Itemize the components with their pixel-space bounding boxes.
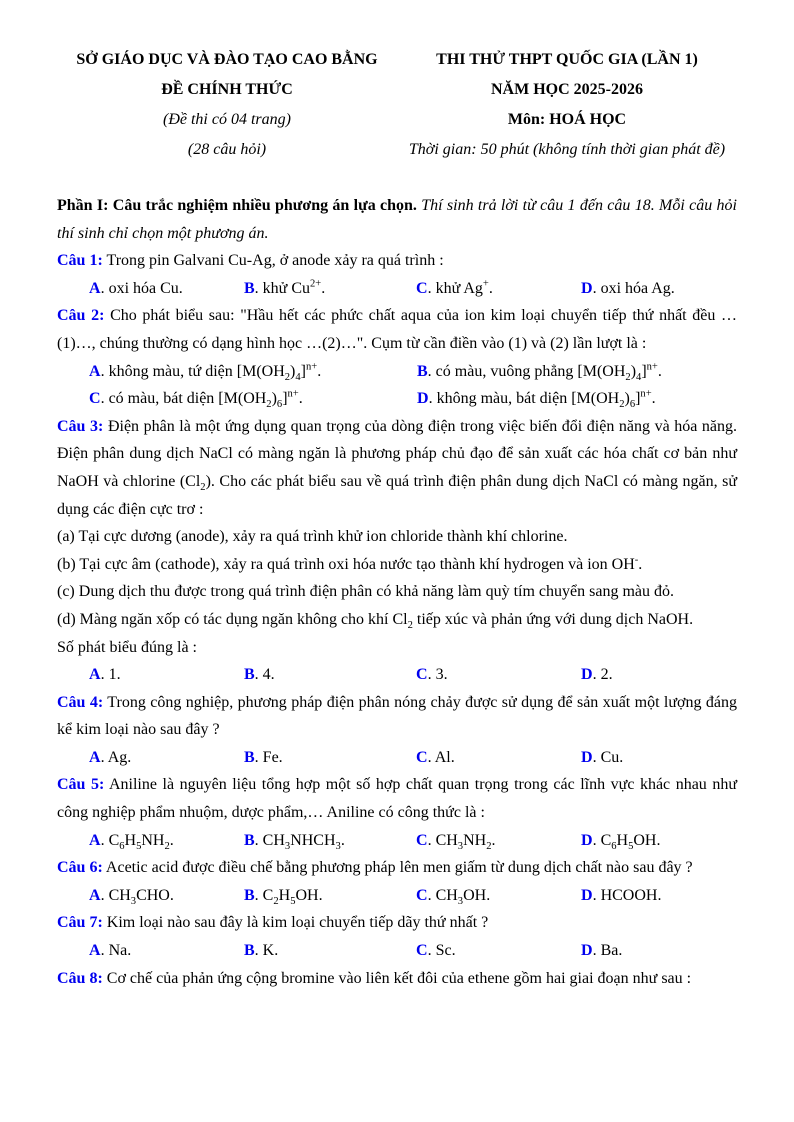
option-sep: . [100,666,109,684]
question-label: Câu 5: [57,776,105,794]
question-text: Trong pin Galvani Cu-Ag, ở anode xảy ra quá trình : [106,252,444,270]
option-text: $C_6H_5NH_2$. [108,831,174,852]
option-b [417,358,737,386]
options-row [57,937,737,965]
option-letter: D [581,748,593,766]
question-label: Câu 6: [57,859,103,877]
option-letter: B [244,279,255,297]
option-a [89,937,244,965]
official-exam-label: ĐỀ CHÍNH THỨC [161,81,293,98]
exam-title: THI THỬ THPT QUỐC GIA (LẦN 1) [436,51,698,68]
option-sep: . [254,279,263,297]
option-letter: A [89,831,101,849]
option-sep: . [254,831,263,849]
question-4 [57,689,737,772]
option-text: oxi hóa Cu. [108,279,183,297]
option-text: có màu, bát diện $[M(OH_2)_6]^{n+}$. [108,388,303,411]
option-d [581,275,737,303]
option-c [416,937,581,965]
part1-instructions: Thí sinh trả lời từ câu 1 đến câu 18. Mỗi câu hỏi thí sinh chỉ chọn một phương án. [57,197,737,242]
question-text: Aniline là nguyên liệu tổng hợp một số hợp chất quan trọng trong các lĩnh vực khác nhau như công nghiệp phẩm nhuộm, dược phẩm,… Aniline có công thức là : [57,776,738,822]
question-label: Câu 7: [57,914,103,932]
option-text: khử $Cu^{2+}$. [262,278,326,297]
option-text: Ag. [107,748,132,766]
option-letter: B [417,362,428,380]
question-footer: Số phát biểu đúng là : [57,638,197,656]
question-text: Trong công nghiệp, phương pháp điện phân nóng chảy được sử dụng để sản xuất một lượng đáng kể kim loại nào sau đây ? [57,693,738,739]
option-sep: . [427,279,436,297]
option-b [244,275,416,303]
option-c [89,385,417,413]
option-text: $C_6H_5OH$. [600,831,661,852]
part1-title: Phần I: Câu trắc nghiệm nhiều phương án lựa chọn. [57,197,417,214]
option-letter: D [581,831,593,849]
option-letter: C [416,942,428,960]
header-left-column [57,45,397,165]
question-label: Câu 3: [57,417,104,435]
option-sep: . [254,942,263,960]
option-letter: C [416,666,428,684]
question-8 [57,965,737,993]
option-sep: . [428,390,437,408]
page-count-note: (Đề thi có 04 trang) [163,111,291,128]
option-text: không màu, tứ diện $[M(OH_2)_4]^{n+}$. [108,361,322,383]
option-letter: B [244,831,255,849]
question-7 [57,909,737,964]
option-text: $CH_3NH_2$. [435,831,496,852]
question-3 [57,413,737,689]
option-a [89,661,244,689]
question-text: Điện phân là một ứng dụng quan trọng của dòng điện trong việc biến đổi điện năng và hóa năng. Điện phân dung dịch NaCl có màng ngăn là phương pháp chủ đạo để sản xuất các hóa chất cơ bản như NaOH và chlorine $(Cl_2)$. Cho các phát biểu sau về quá trình điện phân dung dịch NaCl có màng ngăn, sử dụng các điện cực trơ : [57,417,738,518]
option-text: $C_2H_5OH$. [262,886,323,908]
issuing-authority: SỞ GIÁO DỤC VÀ ĐÀO TẠO CAO BẰNG [76,51,378,68]
option-sep: . [254,666,263,684]
option-text: có màu, vuông phẳng $[M(OH_2)_4]^{n+}$. [435,361,662,383]
option-c [416,661,581,689]
option-text: Al. [434,748,455,766]
option-letter: C [416,886,428,904]
option-sep: . [592,886,601,904]
option-sep: . [100,362,109,380]
option-letter: C [416,748,428,766]
options-row [57,275,737,303]
option-b [244,744,416,772]
question-label: Câu 8: [57,969,103,987]
option-letter: B [244,886,255,904]
option-text: Cu. [600,748,624,766]
option-d [581,661,737,689]
statement-b: (b) Tại cực âm (cathode), xảy ra quá trình oxi hóa nước tạo thành khí hydrogen và ion OH-. [57,554,643,573]
option-sep: . [100,886,109,904]
option-sep: . [427,362,436,380]
option-a [89,275,244,303]
options-grid [57,358,737,413]
option-letter: C [416,831,428,849]
option-sep: . [592,279,601,297]
option-letter: A [89,886,101,904]
option-d [581,827,737,855]
option-sep: . [427,942,436,960]
option-letter: C [89,390,101,408]
option-sep: . [254,886,263,904]
option-text: HCOOH. [600,886,662,904]
statement-d: (d) Màng ngăn xốp có tác dụng ngăn không cho khí $Cl_2$ tiếp xúc và phản ứng với dung dịch NaOH. [57,610,694,632]
option-sep: . [427,748,435,766]
option-text: 3. [435,666,448,684]
question-text: Cơ chế của phản ứng cộng bromine vào liên kết đôi của ethene gồm hai giai đoạn như sau : [106,969,692,987]
option-letter: D [581,666,593,684]
option-text: oxi hóa Ag. [600,279,675,297]
option-sep: . [592,831,601,849]
option-sep: . [254,748,263,766]
options-row [57,882,737,910]
option-text: khử Ag+. [435,278,493,297]
option-sep: . [100,942,109,960]
statement-c: (c) Dung dịch thu được trong quá trình điện phân có khả năng làm quỳ tím chuyển sang màu đỏ. [57,583,674,601]
option-letter: C [416,279,428,297]
question-text: Acetic acid được điều chế bằng phương pháp lên men giấm từ dung dịch chất nào sau đây ? [105,859,693,877]
question-text: Cho phát biểu sau: "Hầu hết các phức chất aqua của ion kim loại chuyển tiếp thứ nhất đều …(1)…, chúng thường có dạng hình học …(2)…". Cụm từ cần điền vào (1) và (2) lần lượt là : [57,307,738,352]
option-text: $CH_3CHO$. [108,886,174,908]
header-right-column [397,45,737,165]
option-b [244,827,416,855]
option-letter: B [244,942,255,960]
option-d [581,744,737,772]
option-sep: . [100,748,108,766]
time-limit-note: Thời gian: 50 phút (không tính thời gian phát đề) [408,141,726,158]
option-text: Fe. [262,748,283,766]
subject-name: Môn: HOÁ HỌC [507,111,627,128]
option-text: 4. [262,666,275,684]
options-row [57,827,737,855]
option-sep: . [100,279,109,297]
option-a [89,358,417,386]
option-letter: B [244,748,255,766]
exam-header [57,45,737,165]
option-sep: . [592,748,601,766]
part1-intro [57,192,737,247]
option-sep: . [592,666,601,684]
option-b [244,882,416,910]
option-text: K. [262,942,279,960]
option-letter: D [581,942,593,960]
school-year: NĂM HỌC 2025-2026 [491,81,643,98]
option-c [416,275,581,303]
option-letter: D [417,390,429,408]
option-text: Sc. [435,942,456,960]
option-text: 1. [108,666,121,684]
options-row [57,661,737,689]
option-c [416,827,581,855]
question-5 [57,771,737,854]
option-d [581,937,737,965]
option-letter: D [581,279,593,297]
question-6 [57,854,737,909]
question-label: Câu 1: [57,252,103,270]
option-d [417,385,737,413]
option-text: $CH_3OH$. [435,886,491,908]
options-row [57,744,737,772]
option-letter: B [244,666,255,684]
option-text: Ba. [600,942,623,960]
question-1 [57,247,737,302]
option-sep: . [427,886,436,904]
statement-a: (a) Tại cực dương (anode), xảy ra quá trình khử ion chloride thành khí chlorine. [57,528,568,546]
option-a [89,882,244,910]
option-letter: A [89,362,101,380]
option-a [89,827,244,855]
option-sep: . [427,831,436,849]
option-sep: . [592,942,601,960]
question-label: Câu 4: [57,693,104,711]
option-a [89,744,244,772]
question-label: Câu 2: [57,307,105,325]
option-text: không màu, bát diện $[M(OH_2)_6]^{n+}$. [436,388,656,411]
question-count-note: (28 câu hỏi) [187,141,267,158]
option-sep: . [100,390,109,408]
option-letter: A [89,666,101,684]
option-text: 2. [600,666,613,684]
option-sep: . [427,666,436,684]
option-c [416,882,581,910]
option-text: Na. [108,942,132,960]
option-letter: A [89,748,101,766]
option-c [416,744,581,772]
question-text: Kim loại nào sau đây là kim loại chuyển tiếp dãy thứ nhất ? [106,914,489,932]
option-letter: D [581,886,593,904]
question-2 [57,302,737,412]
option-d [581,882,737,910]
option-b [244,661,416,689]
option-sep: . [100,831,109,849]
option-letter: A [89,279,101,297]
option-text: $CH_3NHCH_3$. [262,831,345,852]
option-letter: A [89,942,101,960]
option-b [244,937,416,965]
